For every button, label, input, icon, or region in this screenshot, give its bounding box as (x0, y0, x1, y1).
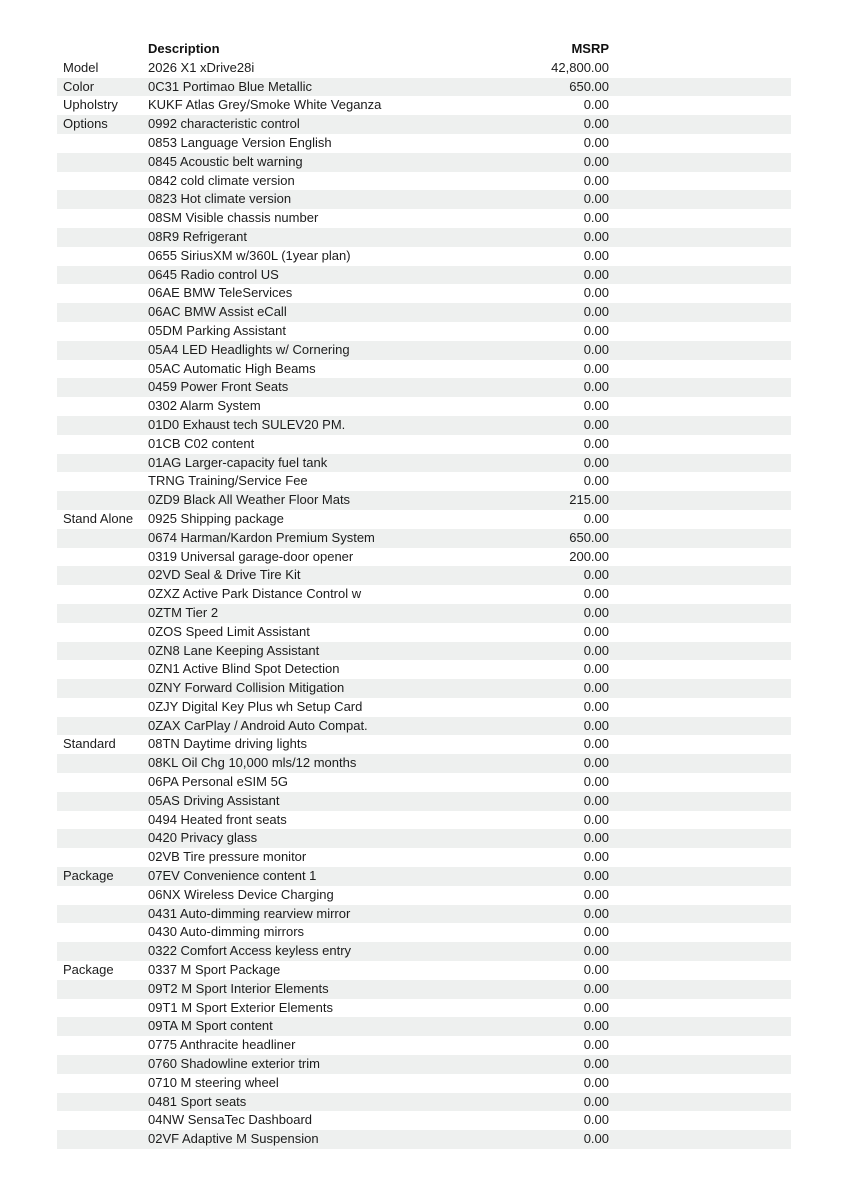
row-msrp: 0.00 (583, 774, 609, 790)
row-msrp: 0.00 (583, 341, 609, 357)
row-description: 0ZD9 Black All Weather Floor Mats (148, 492, 351, 508)
row-msrp: 0.00 (583, 698, 609, 714)
row-description: 01AG Larger-capacity fuel tank (148, 454, 328, 470)
row-msrp: 0.00 (583, 905, 609, 921)
table-row (57, 1017, 791, 1036)
row-msrp: 0.00 (583, 304, 609, 320)
row-category: Options (63, 116, 108, 132)
row-description: 08R9 Refrigerant (148, 228, 247, 244)
row-msrp: 0.00 (583, 999, 609, 1015)
table-row (57, 773, 791, 792)
row-description: 0431 Auto-dimming rearview mirror (148, 905, 351, 921)
row-msrp: 0.00 (583, 567, 609, 583)
table-row (57, 754, 791, 773)
row-description: 0ZJY Digital Key Plus wh Setup Card (148, 698, 363, 714)
row-description: 0674 Harman/Kardon Premium System (148, 529, 375, 545)
table-row (57, 416, 791, 435)
row-msrp: 0.00 (583, 604, 609, 620)
row-description: 02VF Adaptive M Suspension (148, 1131, 319, 1147)
row-msrp: 0.00 (583, 792, 609, 808)
table-row (57, 529, 791, 548)
row-category: Model (63, 59, 99, 75)
row-description: 06AC BMW Assist eCall (148, 304, 287, 320)
row-description: 0925 Shipping package (148, 510, 284, 526)
row-msrp: 0.00 (583, 97, 609, 113)
table-row (57, 585, 791, 604)
row-description: 0481 Sport seats (148, 1093, 247, 1109)
row-msrp: 0.00 (583, 454, 609, 470)
table-row (57, 303, 791, 322)
row-msrp: 0.00 (583, 623, 609, 639)
row-msrp: 0.00 (583, 172, 609, 188)
row-description: 0823 Hot climate version (148, 191, 292, 207)
row-msrp: 0.00 (583, 886, 609, 902)
row-category: Stand Alone (63, 510, 134, 526)
table-row (57, 284, 791, 303)
row-msrp: 0.00 (583, 755, 609, 771)
row-description: 05AS Driving Assistant (148, 792, 280, 808)
table-row (57, 980, 791, 999)
table-row (57, 679, 791, 698)
row-msrp: 0.00 (583, 830, 609, 846)
row-description: 08SM Visible chassis number (148, 210, 319, 226)
row-msrp: 0.00 (583, 435, 609, 451)
row-description: 01CB C02 content (148, 435, 255, 451)
row-msrp: 0.00 (583, 510, 609, 526)
table-row (57, 96, 791, 115)
row-msrp: 42,800.00 (551, 59, 609, 75)
table-row (57, 115, 791, 134)
table-row (57, 491, 791, 510)
table-row (57, 209, 791, 228)
header-description: Description (148, 41, 220, 56)
table-row (57, 397, 791, 416)
row-description: 01D0 Exhaust tech SULEV20 PM. (148, 416, 346, 432)
table-row (57, 153, 791, 172)
row-description: 0845 Acoustic belt warning (148, 153, 303, 169)
row-description: 06PA Personal eSIM 5G (148, 774, 288, 790)
row-description: 0655 SiriusXM w/360L (1year plan) (148, 247, 351, 263)
row-description: 0302 Alarm System (148, 398, 261, 414)
row-msrp: 0.00 (583, 322, 609, 338)
row-msrp: 0.00 (583, 473, 609, 489)
row-description: 0494 Heated front seats (148, 811, 287, 827)
row-msrp: 0.00 (583, 153, 609, 169)
table-row (57, 360, 791, 379)
row-msrp: 0.00 (583, 116, 609, 132)
spec-table (57, 40, 791, 1149)
row-msrp: 0.00 (583, 398, 609, 414)
row-description: 0992 characteristic control (148, 116, 300, 132)
table-row (57, 905, 791, 924)
table-row (57, 886, 791, 905)
row-msrp: 0.00 (583, 379, 609, 395)
table-row (57, 548, 791, 567)
row-msrp: 650.00 (569, 78, 609, 94)
row-category: Package (63, 962, 114, 978)
table-row (57, 435, 791, 454)
row-msrp: 0.00 (583, 1112, 609, 1128)
row-category: Color (63, 78, 95, 94)
row-description: 09T1 M Sport Exterior Elements (148, 999, 333, 1015)
row-msrp: 0.00 (583, 1037, 609, 1053)
row-description: 0ZN1 Active Blind Spot Detection (148, 661, 340, 677)
row-msrp: 0.00 (583, 980, 609, 996)
row-msrp: 0.00 (583, 943, 609, 959)
table-row (57, 942, 791, 961)
row-description: 05DM Parking Assistant (148, 322, 287, 338)
row-description: 09T2 M Sport Interior Elements (148, 980, 329, 996)
row-msrp: 200.00 (569, 548, 609, 564)
row-msrp: 0.00 (583, 285, 609, 301)
table-row (57, 867, 791, 886)
table-row (57, 642, 791, 661)
table-row (57, 378, 791, 397)
row-description: 0430 Auto-dimming mirrors (148, 924, 305, 940)
row-msrp: 0.00 (583, 811, 609, 827)
row-msrp: 0.00 (583, 1018, 609, 1034)
table-row (57, 1093, 791, 1112)
table-row (57, 172, 791, 191)
row-description: 05A4 LED Headlights w/ Cornering (148, 341, 350, 357)
row-description: 06NX Wireless Device Charging (148, 886, 334, 902)
row-category: Upholstry (63, 97, 118, 113)
table-body (57, 59, 791, 1149)
table-row (57, 78, 791, 97)
table-row (57, 510, 791, 529)
row-msrp: 650.00 (569, 529, 609, 545)
table-row (57, 660, 791, 679)
row-description: 2026 X1 xDrive28i (148, 59, 255, 75)
table-row (57, 999, 791, 1018)
row-msrp: 0.00 (583, 661, 609, 677)
row-description: TRNG Training/Service Fee (148, 473, 308, 489)
row-description: 08KL Oil Chg 10,000 mls/12 months (148, 755, 357, 771)
row-category: Package (63, 868, 114, 884)
row-description: 0337 M Sport Package (148, 962, 281, 978)
row-description: 02VD Seal & Drive Tire Kit (148, 567, 301, 583)
row-msrp: 0.00 (583, 1074, 609, 1090)
table-row (57, 848, 791, 867)
row-description: 0775 Anthracite headliner (148, 1037, 296, 1053)
table-row (57, 811, 791, 830)
row-description: 02VB Tire pressure monitor (148, 849, 307, 865)
row-msrp: 0.00 (583, 680, 609, 696)
row-description: 05AC Automatic High Beams (148, 360, 316, 376)
table-row (57, 1111, 791, 1130)
row-msrp: 0.00 (583, 416, 609, 432)
table-row (57, 266, 791, 285)
row-msrp: 0.00 (583, 642, 609, 658)
table-row (57, 604, 791, 623)
header-msrp: MSRP (571, 41, 609, 56)
row-description: 0853 Language Version English (148, 134, 332, 150)
row-msrp: 0.00 (583, 134, 609, 150)
table-row (57, 1074, 791, 1093)
row-category: Standard (63, 736, 116, 752)
row-description: 0ZTM Tier 2 (148, 604, 219, 620)
row-description: 0ZN8 Lane Keeping Assistant (148, 642, 320, 658)
row-msrp: 0.00 (583, 586, 609, 602)
table-row (57, 566, 791, 585)
table-row (57, 623, 791, 642)
table-row (57, 228, 791, 247)
row-description: 0760 Shadowline exterior trim (148, 1056, 320, 1072)
row-msrp: 0.00 (583, 191, 609, 207)
row-description: 09TA M Sport content (148, 1018, 273, 1034)
table-row (57, 735, 791, 754)
row-msrp: 0.00 (583, 717, 609, 733)
table-row (57, 1055, 791, 1074)
row-msrp: 0.00 (583, 924, 609, 940)
row-msrp: 0.00 (583, 266, 609, 282)
row-description: 0C31 Portimao Blue Metallic (148, 78, 313, 94)
table-row (57, 923, 791, 942)
row-description: 0322 Comfort Access keyless entry (148, 943, 352, 959)
table-row (57, 717, 791, 736)
table-row (57, 190, 791, 209)
table-row (57, 247, 791, 266)
row-msrp: 0.00 (583, 247, 609, 263)
row-msrp: 0.00 (583, 360, 609, 376)
row-msrp: 0.00 (583, 962, 609, 978)
row-description: 0ZNY Forward Collision Mitigation (148, 680, 345, 696)
row-description: 0ZOS Speed Limit Assistant (148, 623, 310, 639)
row-description: 06AE BMW TeleServices (148, 285, 293, 301)
table-row (57, 322, 791, 341)
table-row (57, 961, 791, 980)
table-row (57, 698, 791, 717)
table-row (57, 1130, 791, 1149)
row-msrp: 0.00 (583, 736, 609, 752)
table-row (57, 134, 791, 153)
table-row (57, 792, 791, 811)
row-msrp: 0.00 (583, 1131, 609, 1147)
row-msrp: 0.00 (583, 1056, 609, 1072)
row-description: 0ZXZ Active Park Distance Control w (148, 586, 362, 602)
row-description: 0319 Universal garage-door opener (148, 548, 354, 564)
table-row (57, 829, 791, 848)
table-header-row (57, 40, 791, 59)
table-row (57, 472, 791, 491)
row-description: 04NW SensaTec Dashboard (148, 1112, 313, 1128)
row-msrp: 0.00 (583, 228, 609, 244)
row-description: KUKF Atlas Grey/Smoke White Veganza (148, 97, 382, 113)
row-description: 0420 Privacy glass (148, 830, 258, 846)
row-description: 0645 Radio control US (148, 266, 279, 282)
row-description: 0710 M steering wheel (148, 1074, 279, 1090)
row-description: 07EV Convenience content 1 (148, 868, 317, 884)
row-msrp: 0.00 (583, 868, 609, 884)
row-msrp: 0.00 (583, 849, 609, 865)
row-description: 0ZAX CarPlay / Android Auto Compat. (148, 717, 368, 733)
table-row (57, 454, 791, 473)
row-description: 08TN Daytime driving lights (148, 736, 307, 752)
table-row (57, 59, 791, 78)
table-row (57, 1036, 791, 1055)
row-msrp: 0.00 (583, 1093, 609, 1109)
row-description: 0459 Power Front Seats (148, 379, 289, 395)
row-description: 0842 cold climate version (148, 172, 295, 188)
row-msrp: 215.00 (569, 492, 609, 508)
table-row (57, 341, 791, 360)
row-msrp: 0.00 (583, 210, 609, 226)
